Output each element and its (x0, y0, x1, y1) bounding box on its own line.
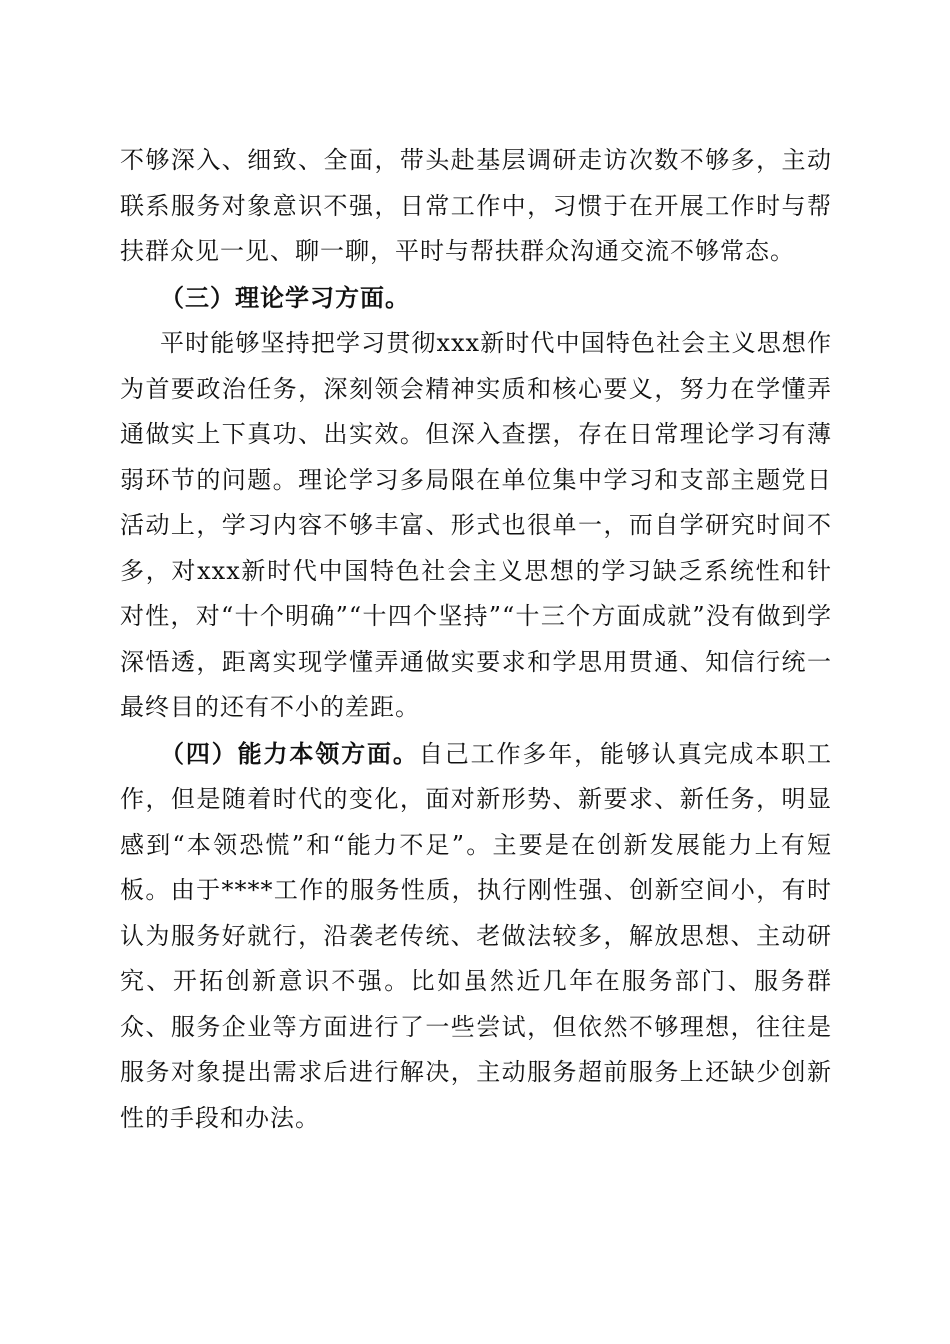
paragraph-3-text: 平时能够坚持把学习贯彻xxx新时代中国特色社会主义思想作为首要政治任务，深刻领会精神实质和核心要义，努力在学懂弄通做实上下真功、出实效。但深入查摆，存在日常理论学习有薄弱环节的问题。理论学习多局限在单位集中学习和支部主题党日活动上，学习内容不够丰富、形式也很单一，而自学研究时间不多，对xxx新时代中国特色社会主义思想的学习缺乏系统性和针对性，对“十个明确”“十四个坚持”“十三个方面成就”没有做到学深悟透，距离实现学懂弄通做实要求和学思用贯通、知信行统一最终目的还有不小的差距。 (120, 329, 832, 721)
section-heading-theory-study: （三）理论学习方面。 (160, 282, 410, 312)
paragraph-4-text: 自己工作多年，能够认真完成本职工作，但是随着时代的变化，面对新形势、新要求、新任务，明显感到“本领恐慌”和“能力不足”。主要是在创新发展能力上有短板。由于****工作的服务性质，执行刚性强、创新空间小，有时认为服务好就行，沿袭老传统、老做法较多，解放思想、主动研究、开拓创新意识不强。比如虽然近几年在服务部门、服务群众、服务企业等方面进行了一些尝试，但依然不够理想，往往是服务对象提出需求后进行解决，主动服务超前服务上还缺少创新性的手段和办法。 (120, 739, 833, 1132)
document-body (120, 138, 832, 1141)
paragraph-4 (120, 731, 832, 1142)
paragraph-3 (120, 321, 832, 731)
section-heading-ability: （四）能力本领方面。 (160, 738, 419, 768)
paragraph-2-heading (120, 275, 832, 322)
paragraph-1 (120, 138, 832, 275)
paragraph-1-text: 不够深入、细致、全面，带头赴基层调研走访次数不够多，主动联系服务对象意识不强，日常工作中，习惯于在开展工作时与帮扶群众见一见、聊一聊，平时与帮扶群众沟通交流不够常态。 (120, 146, 832, 265)
